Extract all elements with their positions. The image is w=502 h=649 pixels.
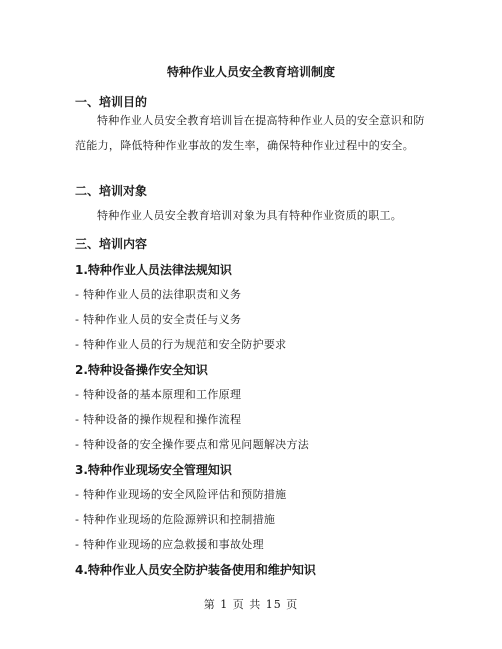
list-item: - 特种设备的操作规程和操作流程	[75, 413, 242, 426]
list-item: - 特种设备的安全操作要点和常见问题解决方法	[75, 438, 310, 451]
section-heading-content: 三、培训内容	[75, 237, 148, 251]
list-item: - 特种作业人员的安全责任与义务	[75, 313, 242, 326]
list-item: - 特种作业人员的行为规范和安全防护要求	[75, 338, 287, 351]
subsection-heading-3: 3.特种作业现场安全管理知识	[75, 463, 232, 477]
section-body-purpose: 特种作业人员安全教育培训旨在提高特种作业人员的安全意识和防范能力，降低特种作业事故的发生率，确保特种作业过程中的安全。	[75, 114, 425, 152]
section-heading-purpose: 一、培训目的	[75, 95, 148, 109]
subsection-heading-4: 4.特种作业人员安全防护装备使用和维护知识	[75, 563, 316, 577]
document-title: 特种作业人员安全教育培训制度	[166, 65, 335, 79]
list-item: - 特种作业人员的法律职责和义务	[75, 288, 242, 301]
section-body-audience: 特种作业人员安全教育培训对象为具有特种作业资质的职工。	[97, 209, 403, 222]
section-heading-audience: 二、培训对象	[75, 184, 148, 198]
subsection-heading-2: 2.特种设备操作安全知识	[75, 363, 208, 377]
subsection-heading-1: 1.特种作业人员法律法规知识	[75, 263, 232, 277]
page-number-footer: 第 1 页 共 15 页	[203, 598, 299, 611]
list-item: - 特种作业现场的危险源辨识和控制措施	[75, 513, 276, 526]
list-item: - 特种作业现场的应急救援和事故处理	[75, 538, 264, 551]
list-item: - 特种设备的基本原理和工作原理	[75, 388, 242, 401]
list-item: - 特种作业现场的安全风险评估和预防措施	[75, 488, 287, 501]
